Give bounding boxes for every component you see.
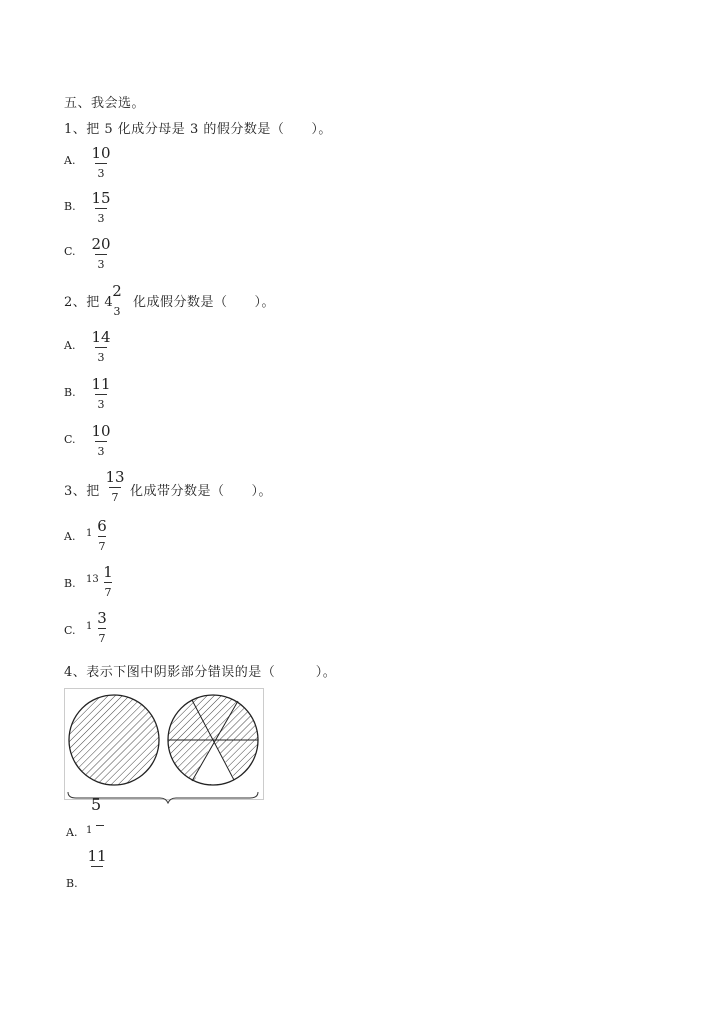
q1-option-a-numerator: 10 (91, 144, 111, 162)
q4-option-a-fraction-bar (96, 825, 104, 826)
q2-option-c-numerator: 10 (91, 422, 111, 440)
circles-illustration (65, 689, 263, 799)
q3-numerator: 13 (105, 468, 125, 486)
q3-option-a-label: A. (64, 530, 76, 543)
q4-option-b-label: B. (66, 877, 78, 890)
question-3-prefix: 3、把 (64, 484, 100, 499)
q3-option-a-denominator: 7 (98, 540, 106, 553)
q2-option-a-numerator: 14 (91, 328, 111, 346)
question-4-text: 4、表示下图中阴影部分错误的是（ ）。 (64, 665, 337, 680)
q4-option-a-whole: 1 (86, 825, 93, 836)
shaded-circles-figure (64, 688, 264, 800)
q3-option-b-fraction (101, 564, 115, 599)
q2-option-c-denominator: 3 (97, 445, 105, 458)
question-2-prefix: 2、把 4 (64, 295, 114, 310)
q3-option-c-fraction (95, 610, 109, 645)
q2-option-b-fraction (90, 376, 112, 411)
q2-mixed-numerator: 2 (112, 282, 122, 300)
q2-option-c-label: C. (64, 433, 76, 446)
q3-option-a-whole: 1 (86, 528, 93, 539)
q3-option-b-whole: 13 (86, 574, 99, 585)
brace-label: 5 (91, 795, 102, 814)
q2-option-b-denominator: 3 (97, 398, 105, 411)
q2-option-a-denominator: 3 (97, 351, 105, 364)
full-shaded-circle (69, 695, 159, 785)
q1-option-a-denominator: 3 (97, 167, 105, 180)
q4-option-b-fraction (86, 848, 108, 871)
q1-option-c-denominator: 3 (97, 258, 105, 271)
q3-option-b-label: B. (64, 577, 76, 590)
q3-option-c-whole: 1 (86, 621, 93, 632)
section-title: 五、我会选。 (64, 96, 146, 111)
q3-option-c-label: C. (64, 624, 76, 637)
q4-option-a-label: A. (66, 826, 78, 839)
q2-option-c-fraction (90, 423, 112, 458)
question-3-suffix: 化成带分数是（ ）。 (130, 484, 273, 499)
q1-option-b-numerator: 15 (91, 189, 111, 207)
q1-option-c-numerator: 20 (91, 235, 111, 253)
q2-option-a-fraction (90, 329, 112, 364)
q1-option-c-label: C. (64, 245, 76, 258)
q2-option-b-label: B. (64, 386, 76, 399)
q3-option-a-numerator: 6 (97, 517, 107, 535)
q3-option-c-numerator: 3 (97, 609, 107, 627)
q1-option-a-label: A. (64, 154, 76, 167)
q2-option-b-numerator: 11 (91, 375, 111, 393)
partial-shaded-circle (165, 689, 263, 799)
q1-option-b-fraction (90, 190, 112, 225)
q1-option-a-fraction (90, 145, 112, 180)
q3-option-b-denominator: 7 (104, 586, 112, 599)
q1-option-b-denominator: 3 (97, 212, 105, 225)
q3-option-b-numerator: 1 (103, 563, 113, 581)
q4-option-b-numerator: 11 (87, 847, 107, 865)
q3-option-a-fraction (95, 518, 109, 553)
q3-option-c-denominator: 7 (98, 632, 106, 645)
question-2-suffix: 化成假分数是（ ）。 (133, 295, 276, 310)
question-1-text: 1、把 5 化成分母是 3 的假分数是（ ）。 (64, 122, 332, 137)
q2-mixed-denominator: 3 (113, 305, 121, 318)
q1-option-c-fraction (90, 236, 112, 271)
q1-option-b-label: B. (64, 200, 76, 213)
q2-mixed-fraction (110, 283, 124, 318)
q2-option-a-label: A. (64, 339, 76, 352)
q3-denominator: 7 (111, 491, 119, 504)
q3-fraction (104, 469, 126, 504)
